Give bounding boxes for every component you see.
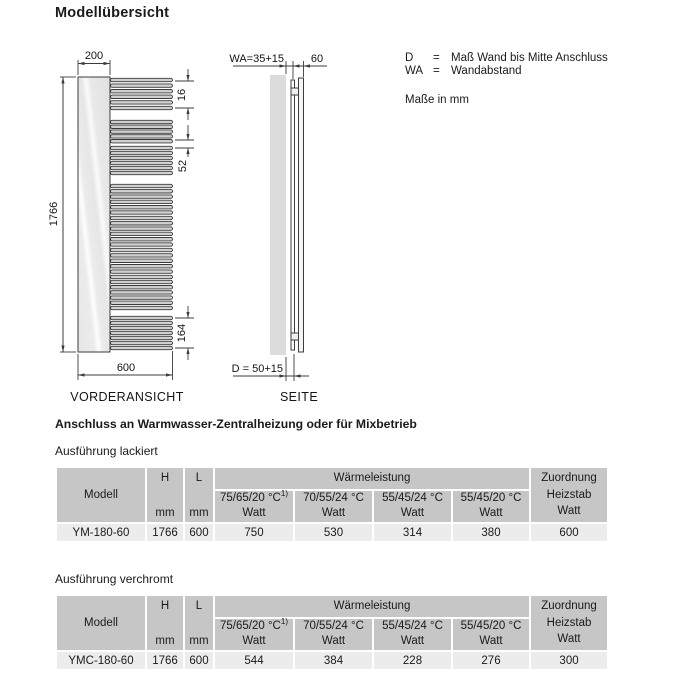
radiator-tube	[111, 331, 173, 334]
spec-table-verchromt	[55, 594, 609, 671]
col-header-l: L mm	[184, 595, 214, 651]
h-cell: 1766	[146, 651, 184, 670]
mounting-bracket-bottom	[291, 333, 299, 340]
svg-text:1766: 1766	[48, 201, 60, 227]
radiator-tube	[111, 84, 173, 87]
col-header-modell: Modell	[56, 595, 146, 651]
radiator-tube	[111, 195, 173, 198]
heizstab-cell: 600	[530, 523, 608, 542]
radiator-tube	[111, 135, 173, 138]
radiator-tube	[111, 78, 173, 81]
radiator-tube	[111, 265, 173, 268]
col-header-h: H mm	[146, 595, 184, 651]
col-header-temp-75-65-20: 75/65/20 $^\circ C^{1)}$ Watt	[214, 618, 294, 651]
svg-text:D = 50+15: D = 50+15	[231, 363, 283, 375]
l-cell: 600	[184, 523, 214, 542]
mirror-panel	[78, 77, 110, 352]
radiator-tube	[111, 296, 173, 299]
watt-cell: 380	[452, 523, 530, 542]
col-header-temp-70-55-24: 70/55/24 °C Watt	[294, 618, 373, 651]
radiator-tube	[111, 238, 173, 241]
dimension-1766	[48, 77, 76, 352]
spec-table-lackiert	[55, 466, 609, 543]
radiator-tube	[111, 120, 173, 123]
dimension-600	[78, 351, 173, 380]
radiator-tube	[111, 90, 173, 93]
model-cell: YMC-180-60	[56, 651, 146, 670]
radiator-tubes	[111, 78, 173, 349]
legend-row-wa	[405, 65, 608, 78]
radiator-tube	[111, 243, 173, 246]
radiator-tube	[111, 211, 173, 214]
h-cell: 1766	[146, 523, 184, 542]
footnote-marker: 1)	[280, 617, 288, 627]
dimension-16	[175, 69, 194, 120]
legend-row-d	[405, 52, 608, 65]
watt-cell: 530	[294, 523, 373, 542]
radiator-tube	[111, 259, 173, 262]
legend-term: D	[405, 52, 414, 64]
table-row	[56, 651, 608, 670]
svg-text:200: 200	[84, 50, 104, 62]
watt-cell: 276	[452, 651, 530, 670]
model-cell: YM-180-60	[56, 523, 146, 542]
col-header-temp-55-45-24: 55/45/24 °C Watt	[373, 490, 452, 523]
radiator-tube	[111, 151, 173, 154]
legend-equals: =	[433, 65, 440, 77]
radiator-tube	[111, 200, 173, 203]
radiator-tube	[111, 275, 173, 278]
radiator-tube	[111, 156, 173, 159]
dimension-52	[175, 125, 194, 172]
side-view-caption: SEITE	[279, 390, 319, 404]
col-header-temp-55-45-20: 55/45/20 °C Watt	[452, 490, 530, 523]
radiator-tube	[111, 291, 173, 294]
svg-text:52: 52	[177, 159, 189, 173]
svg-text:WA=35+15: WA=35+15	[229, 53, 284, 65]
col-group-waermeleistung: Wärmeleistung	[214, 467, 530, 490]
col-header-zuordnung: Zuordnung Heizstab Watt	[530, 595, 608, 651]
front-view-caption: VORDERANSICHT	[70, 390, 184, 404]
radiator-tube	[111, 270, 173, 273]
radiator-tube	[111, 248, 173, 251]
legend	[405, 52, 608, 107]
radiator-tube	[111, 316, 173, 319]
radiator-tube	[111, 280, 173, 283]
table-row	[56, 523, 608, 542]
radiator-tube	[111, 190, 173, 193]
col-header-zuordnung: Zuordnung Heizstab Watt	[530, 467, 608, 523]
radiator-tube	[111, 306, 173, 309]
radiator-tube	[111, 101, 173, 104]
radiator-tube	[111, 232, 173, 235]
watt-cell: 228	[373, 651, 452, 670]
radiator-tube	[111, 227, 173, 230]
legend-definition: Maß Wand bis Mitte Anschluss	[451, 52, 608, 64]
radiator-tube	[111, 321, 173, 324]
col-header-modell: Modell	[56, 467, 146, 523]
svg-text:60: 60	[310, 53, 324, 65]
side-view	[229, 53, 327, 404]
wall-section	[270, 75, 286, 355]
mounting-bracket-top	[291, 88, 299, 95]
section-heading: Anschluss an Warmwasser-Zentralheizung oder für Mixbetrieb	[55, 417, 417, 431]
radiator-tube	[111, 161, 173, 164]
radiator-tube	[111, 336, 173, 339]
watt-cell: 750	[214, 523, 294, 542]
radiator-tube	[111, 326, 173, 329]
side-panel	[299, 78, 304, 352]
table-caption-verchromt: Ausführung verchromt	[55, 572, 174, 586]
front-view	[48, 50, 194, 404]
legend-term: WA	[405, 65, 424, 77]
heizstab-cell: 300	[530, 651, 608, 670]
dimension-164	[175, 306, 194, 360]
side-tube	[291, 80, 295, 350]
col-header-temp-70-55-24: 70/55/24 °C Watt	[294, 490, 373, 523]
col-header-temp-55-45-24: 55/45/24 °C Watt	[373, 618, 452, 651]
footnote-marker: 1)	[280, 489, 288, 499]
radiator-tube	[111, 130, 173, 133]
svg-text:600: 600	[116, 362, 136, 374]
radiator-tube	[111, 140, 173, 143]
page-title: Modellübersicht	[55, 5, 170, 21]
radiator-tube	[111, 341, 173, 344]
col-header-h: H mm	[146, 467, 184, 523]
watt-cell: 544	[214, 651, 294, 670]
legend-equals: =	[433, 52, 440, 64]
l-cell: 600	[184, 651, 214, 670]
radiator-tube	[111, 286, 173, 289]
svg-text:164: 164	[176, 323, 188, 343]
radiator-tube	[111, 184, 173, 187]
radiator-tube	[111, 222, 173, 225]
radiator-tube	[111, 206, 173, 209]
watt-cell: 384	[294, 651, 373, 670]
radiator-tube	[111, 254, 173, 257]
radiator-tube	[111, 146, 173, 149]
radiator-tube	[111, 301, 173, 304]
table-caption-lackiert: Ausführung lackiert	[55, 444, 158, 458]
watt-cell: 314	[373, 523, 452, 542]
radiator-tube	[111, 166, 173, 169]
col-header-l: L mm	[184, 467, 214, 523]
units-note: Maße in mm	[405, 94, 469, 106]
dimension-d	[232, 354, 309, 381]
svg-text:16: 16	[176, 88, 188, 102]
radiator-tube	[111, 106, 173, 109]
col-header-temp-75-65-20: 75/65/20 $^\circ C^{1)}$ Watt	[214, 490, 294, 523]
radiator-tube	[111, 125, 173, 128]
radiator-tube	[111, 95, 173, 98]
dimension-200	[78, 50, 110, 75]
radiator-tube	[111, 216, 173, 219]
col-header-temp-55-45-20: 55/45/20 °C Watt	[452, 618, 530, 651]
legend-definition: Wandabstand	[451, 65, 522, 77]
col-group-waermeleistung: Wärmeleistung	[214, 595, 530, 618]
radiator-tube	[111, 346, 173, 349]
radiator-tube	[111, 171, 173, 174]
